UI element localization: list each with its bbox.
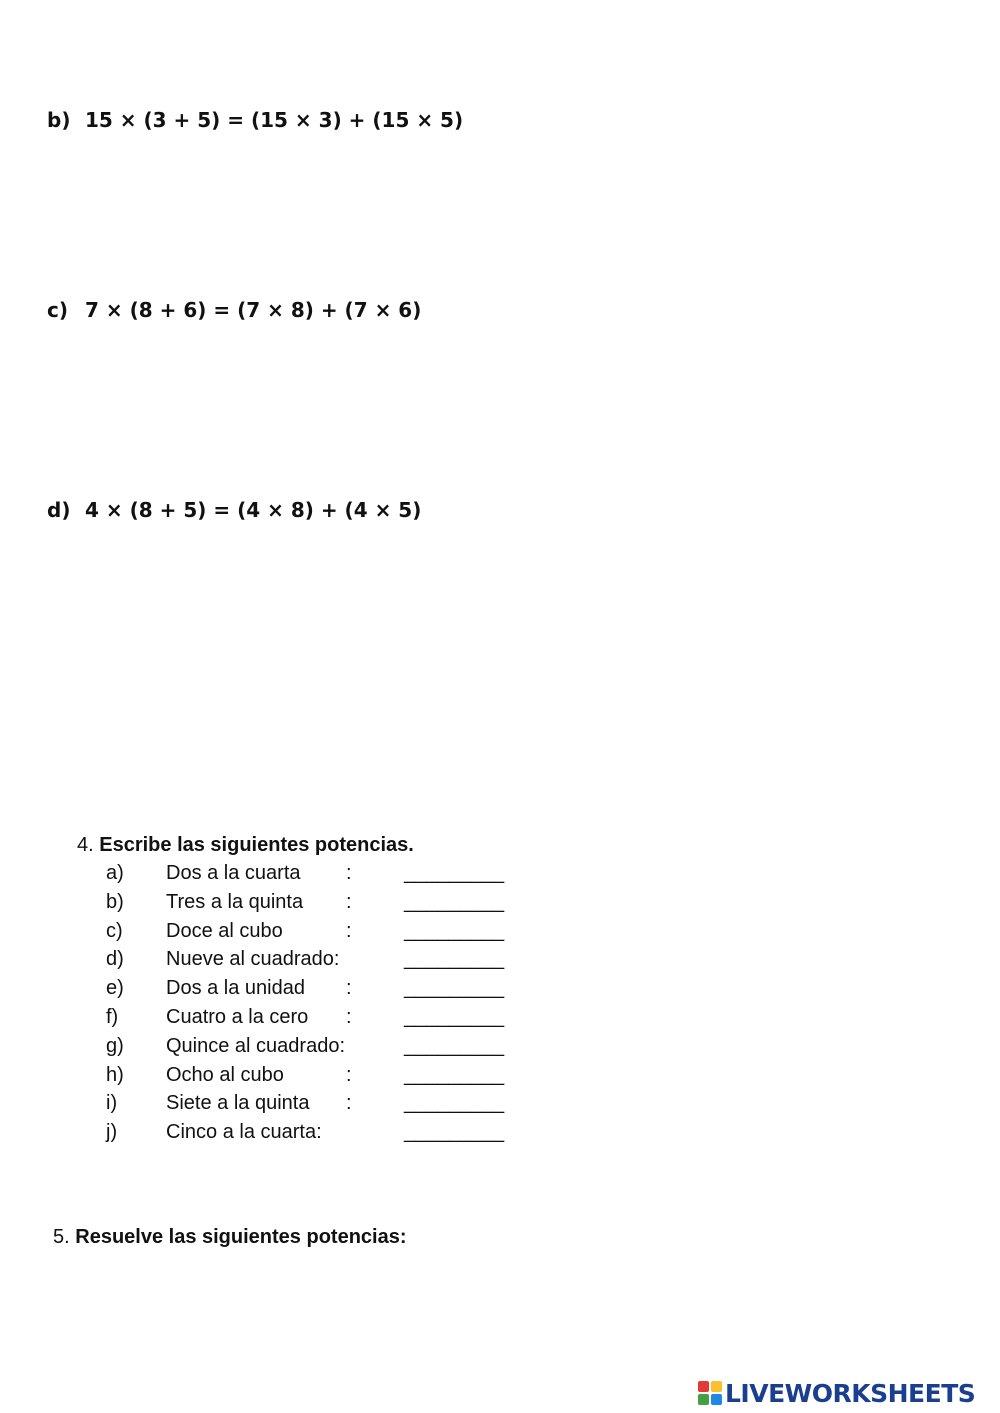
answer-blank[interactable]: _________ [404,977,505,1000]
item-letter: f) [106,1006,119,1028]
answer-blank[interactable]: _________ [404,862,505,884]
answer-blank[interactable]: _________ [404,1121,505,1144]
power-item [106,920,526,948]
liveworksheets-logo [698,1378,975,1408]
equation-text: 7 × (8 + 6) = (7 × 8) + (7 × 6) [85,298,422,322]
item-letter: j) [106,1121,118,1144]
section-number: 4. [77,834,94,856]
item-colon: : [346,919,352,942]
equation-label: c) [47,298,68,322]
section-heading: Resuelve las siguientes potencias: [75,1226,407,1248]
power-item [106,1092,526,1120]
item-letter: i) [106,1092,118,1115]
logo-square-yellow [711,1381,722,1392]
item-colon: : [346,1063,352,1086]
equation-b [47,108,463,132]
logo-text: LIVEWORKSHEETS [725,1378,976,1408]
answer-blank[interactable]: _________ [404,1092,505,1115]
item-phrase: Doce al cubo [166,919,283,942]
item-letter: h) [106,1063,124,1086]
liveworksheets-logo-icon [698,1381,722,1405]
item-phrase: Cinco a la cuarta: [166,1121,322,1144]
logo-square-green [698,1394,709,1405]
item-phrase: Ocho al cubo [166,1063,284,1086]
item-phrase: Nueve al cuadrado: [166,948,340,971]
item-phrase: Tres a la quinta [166,890,304,913]
logo-square-red [698,1381,709,1392]
equation-text: 4 × (8 + 5) = (4 × 8) + (4 × 5) [85,498,422,522]
answer-blank[interactable]: _________ [404,890,505,913]
item-colon: : [346,862,352,884]
section-5-title [53,1226,407,1249]
item-phrase: Quince al cuadrado: [166,1034,346,1057]
equation-c [47,298,421,322]
answer-blank[interactable]: _________ [404,948,505,971]
equation-d [47,498,421,522]
answer-blank[interactable]: _________ [404,1063,505,1086]
answer-blank[interactable]: _________ [404,919,505,942]
item-phrase: Cuatro a la cero [166,1006,309,1028]
item-phrase: Siete a la quinta [166,1092,310,1115]
item-phrase: Dos a la unidad [166,977,305,1000]
power-item [106,977,526,1005]
item-letter: g) [106,1034,124,1057]
equation-label: d) [47,498,71,522]
answer-blank[interactable]: _________ [404,1006,505,1028]
item-letter: d) [106,948,124,971]
item-colon: : [346,1092,352,1115]
power-item [106,1035,526,1063]
item-colon: : [346,1006,352,1028]
equation-label: b) [47,108,71,132]
section-heading: Escribe las siguientes potencias. [99,834,414,856]
power-item [106,1006,526,1034]
item-letter: b) [106,890,124,913]
logo-square-blue [711,1394,722,1405]
power-item [106,891,526,919]
item-letter: e) [106,977,124,1000]
item-colon: : [346,890,352,913]
item-letter: a) [106,862,124,884]
item-phrase: Dos a la cuarta [166,862,301,884]
power-item [106,948,526,976]
equation-text: 15 × (3 + 5) = (15 × 3) + (15 × 5) [85,108,464,132]
item-colon: : [346,977,352,1000]
answer-blank[interactable]: _________ [404,1034,505,1057]
section-4-title [77,834,414,857]
section-number: 5. [53,1226,70,1248]
power-item [106,862,526,890]
power-item [106,1121,526,1149]
power-item [106,1064,526,1092]
item-letter: c) [106,919,123,942]
